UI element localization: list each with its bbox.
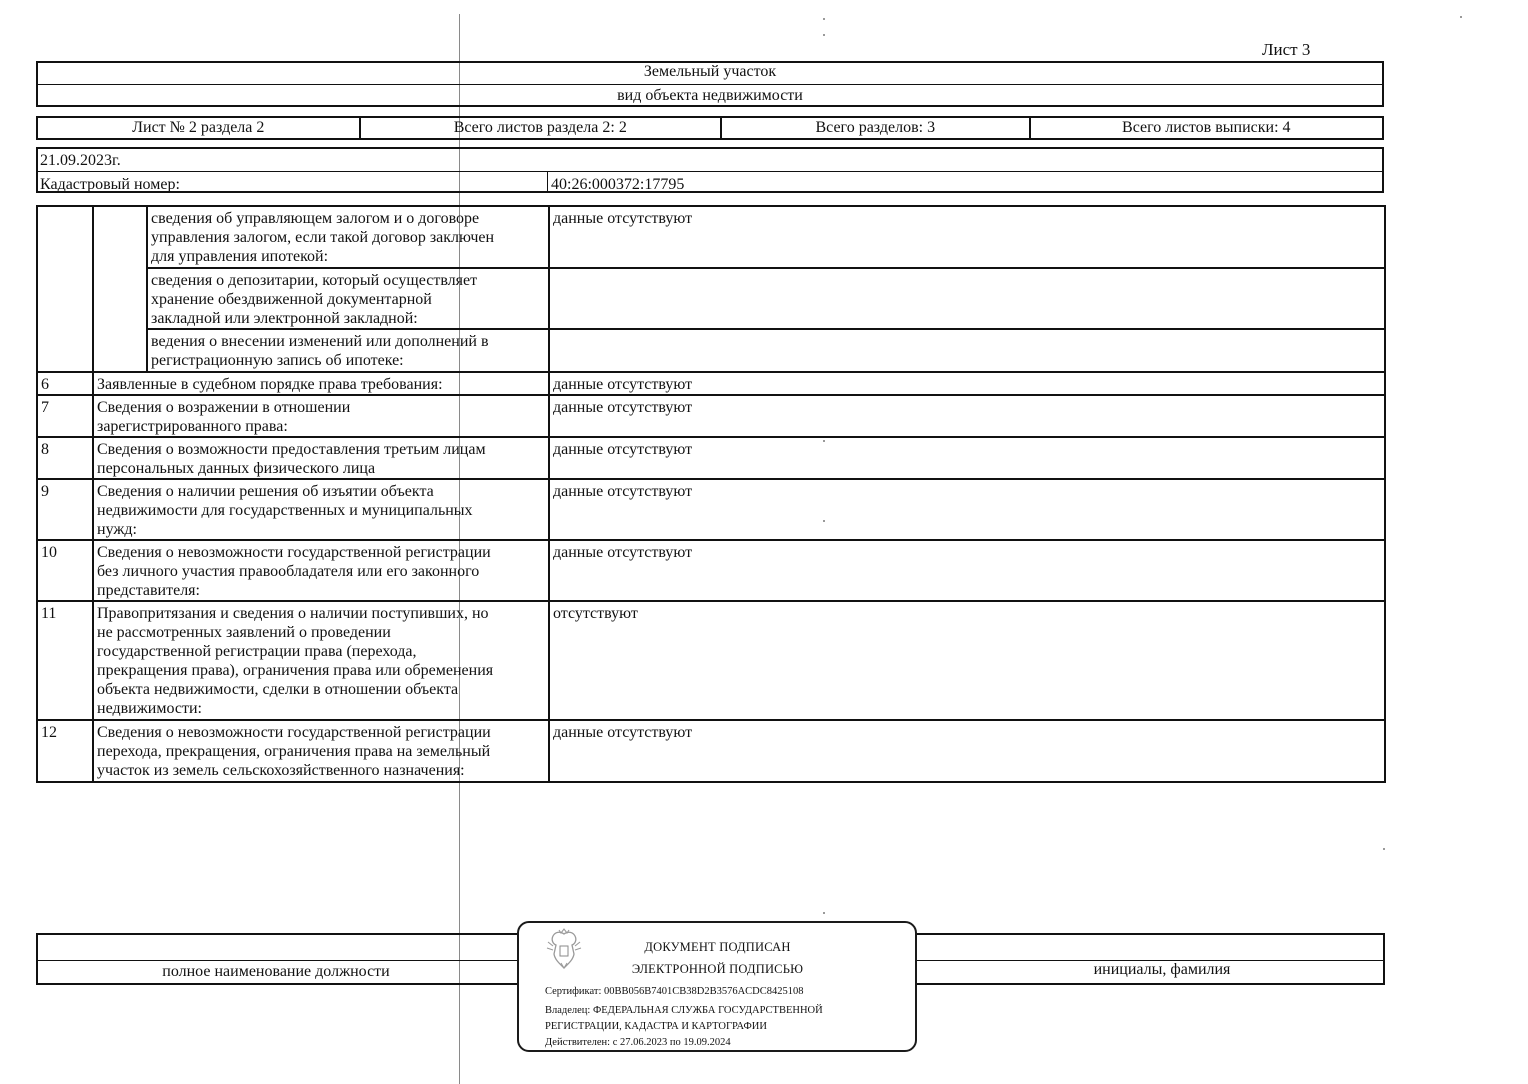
table-cell <box>93 206 147 372</box>
row-label <box>147 268 549 329</box>
row-label-line: недвижимости: <box>97 700 202 717</box>
row-label <box>93 372 549 395</box>
row-label-line: зарегистрированного права: <box>97 418 288 435</box>
scan-speck <box>1383 848 1385 850</box>
cadastral-number-label: Кадастровый номер: <box>40 176 180 193</box>
row-label-line: персональных данных физического лица <box>97 460 376 477</box>
row-label-line: без личного участия правообладателя или его законного <box>97 563 480 580</box>
row-value: отсутствуют <box>549 601 1385 720</box>
table-row <box>37 329 1385 372</box>
row-label <box>93 437 549 479</box>
row-label-line: управления залогом, если такой договор заключен <box>151 229 495 246</box>
row-value: данные отсутствуют <box>549 395 1385 437</box>
row-label <box>93 395 549 437</box>
row-value: данные отсутствуют <box>549 479 1385 540</box>
row-label-line: закладной или электронной закладной: <box>151 310 418 327</box>
table-row <box>37 268 1385 329</box>
row-label-line: недвижимости для государственных и муниципальных <box>97 502 473 519</box>
row-label-line: регистрационную запись об ипотеке: <box>151 352 404 369</box>
table-cell <box>37 206 93 372</box>
divider <box>36 171 1384 172</box>
row-label-line: Сведения о наличии решения об изъятии объекта <box>97 483 434 500</box>
table-row <box>37 437 1385 479</box>
total-sheets-section: Всего листов раздела 2: 2 <box>361 118 722 138</box>
table-row <box>37 395 1385 437</box>
table-row <box>37 540 1385 601</box>
sheet-number: Лист 3 <box>1262 40 1311 59</box>
row-label-line: сведения о депозитарии, который осуществляет <box>151 272 478 289</box>
row-label-line: прекращения права), ограничения права или обременения <box>97 662 494 679</box>
row-label-line: государственной регистрации права (перехода, <box>97 643 417 660</box>
table-row <box>37 372 1385 395</box>
extract-date: 21.09.2023г. <box>40 152 121 169</box>
stamp-title: ДОКУМЕНТ ПОДПИСАН <box>644 940 791 954</box>
scan-speck <box>823 912 825 914</box>
row-label-line: нужд: <box>97 521 137 538</box>
row-label-line: для управления ипотекой: <box>151 248 329 265</box>
row-number: 12 <box>37 720 93 782</box>
row-label <box>93 601 549 720</box>
row-value <box>549 329 1385 372</box>
row-label <box>147 329 549 372</box>
total-sections: Всего разделов: 3 <box>722 118 1031 138</box>
row-label-line: представителя: <box>97 582 200 599</box>
row-value <box>549 268 1385 329</box>
row-label-line: объекта недвижимости, сделки в отношении объекта <box>97 681 459 698</box>
row-label-line: Сведения о возможности предоставления третьим лицам <box>97 441 486 458</box>
row-label-line: Заявленные в судебном порядке права требования: <box>97 376 443 393</box>
scan-speck <box>823 18 825 20</box>
row-value: данные отсутствуют <box>549 720 1385 782</box>
row-label <box>93 479 549 540</box>
stamp-owner-line-1: Владелец: ФЕДЕРАЛЬНАЯ СЛУЖБА ГОСУДАРСТВЕННОЙ <box>545 1005 823 1016</box>
row-label-line: участок из земель сельскохозяйственного назначения: <box>97 762 465 779</box>
row-value: данные отсутствуют <box>549 372 1385 395</box>
row-label <box>93 720 549 782</box>
divider <box>36 84 1384 85</box>
row-number: 11 <box>37 601 93 720</box>
object-type: Земельный участок <box>643 63 777 80</box>
row-number: 7 <box>37 395 93 437</box>
table-row <box>37 206 1385 268</box>
row-label <box>93 540 549 601</box>
sheet-counts-row <box>36 116 1384 140</box>
scan-speck <box>823 34 825 36</box>
row-value: данные отсутствуют <box>549 437 1385 479</box>
table-row <box>37 601 1385 720</box>
position-caption: полное наименование должности <box>162 963 390 980</box>
table-row <box>37 479 1385 540</box>
row-label-line: Сведения о невозможности государственной регистрации <box>97 544 491 561</box>
row-label-line: не рассмотренных заявлений о проведении <box>97 624 391 641</box>
row-number: 8 <box>37 437 93 479</box>
row-label <box>147 206 549 268</box>
table-row <box>37 720 1385 782</box>
row-label-line: перехода, прекращения, ограничения права на земельный <box>97 743 491 760</box>
scan-speck <box>1460 16 1462 18</box>
sheet-of-section: Лист № 2 раздела 2 <box>38 118 361 138</box>
stamp-owner-line-2: РЕГИСТРАЦИИ, КАДАСТРА И КАРТОГРАФИИ <box>545 1021 767 1032</box>
name-caption: инициалы, фамилия <box>1093 961 1231 978</box>
row-label-line: сведения об управляющем залогом и о договоре <box>151 210 480 227</box>
stamp-certificate: Сертификат: 00BB056B7401CB38D2B3576ACDC8425108 <box>545 986 804 997</box>
rights-table <box>36 205 1386 783</box>
total-sheets-extract: Всего листов выписки: 4 <box>1122 119 1291 136</box>
row-label-line: Сведения о невозможности государственной регистрации <box>97 724 491 741</box>
row-number: 10 <box>37 540 93 601</box>
cadastral-number: 40:26:000372:17795 <box>551 176 685 193</box>
divider <box>547 171 548 193</box>
row-number: 9 <box>37 479 93 540</box>
row-label-line: Сведения о возражении в отношении <box>97 399 351 416</box>
stamp-validity: Действителен: с 27.06.2023 по 19.09.2024 <box>545 1037 731 1048</box>
row-label-line: ведения о внесении изменений или дополнений в <box>151 333 489 350</box>
row-number: 6 <box>37 372 93 395</box>
row-label-line: Правопритязания и сведения о наличии поступивших, но <box>97 605 489 622</box>
row-label-line: хранение обездвиженной документарной <box>151 291 432 308</box>
info-box <box>36 147 1384 193</box>
stamp-subtitle: ЭЛЕКТРОННОЙ ПОДПИСЬЮ <box>631 962 804 976</box>
row-value: данные отсутствуют <box>549 206 1385 268</box>
object-type-caption: вид объекта недвижимости <box>617 87 803 104</box>
row-value: данные отсутствуют <box>549 540 1385 601</box>
